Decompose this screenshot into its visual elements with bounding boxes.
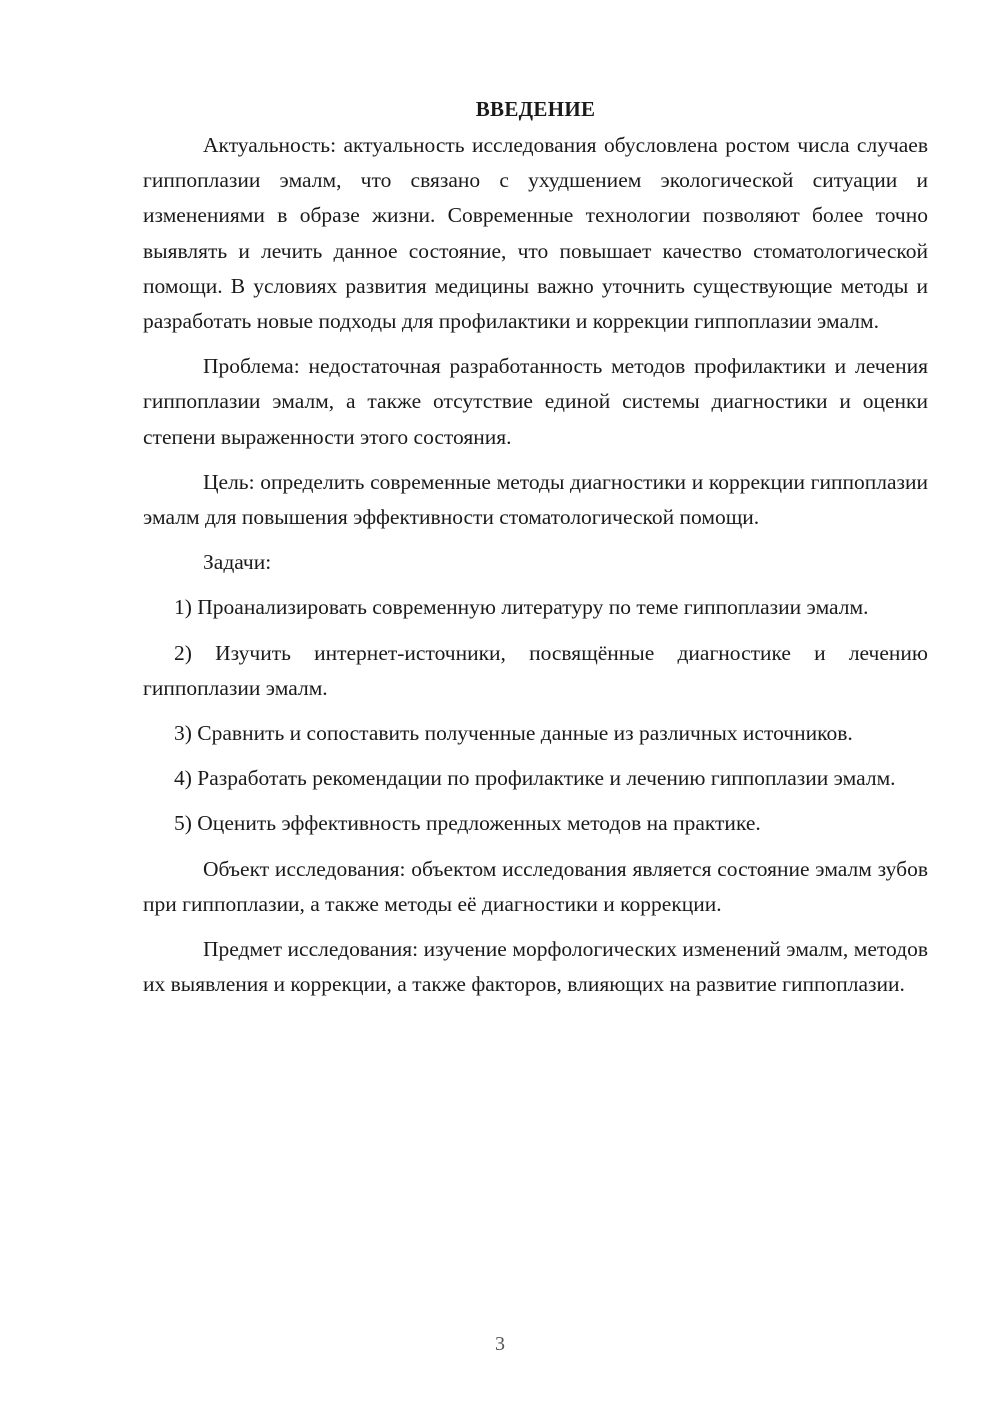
task-item-2: 2) Изучить интернет-источники, посвящённые диагностике и лечению гиппоплазии эмалм.	[143, 640, 928, 700]
paragraph-object: Объект исследования: объектом исследования является состояние эмалм зубов при гиппоплазии, а также методы её диагностики и коррекции.	[143, 856, 928, 916]
page-number: 3	[495, 1333, 505, 1355]
paragraph-goal: Цель: определить современные методы диагностики и коррекции гиппоплазии эмалм для повышения эффективности стоматологической помощи.	[143, 469, 928, 530]
task-item-3: 3) Сравнить и сопоставить полученные данные из различных источников.	[174, 721, 853, 746]
tasks-heading: Задачи:	[203, 550, 272, 575]
task-item-1: 1) Проанализировать современную литературу по теме гиппоплазии эмалм.	[174, 595, 869, 620]
paragraph-problem: Проблема: недостаточная разработанность методов профилактики и лечения гиппоплазии эмалм, а также отсутствие единой системы диагностики и оценки степени выраженности этого состояния.	[143, 354, 928, 449]
paragraph-subject: Предмет исследования: изучение морфологических изменений эмалм, методов их выявления и коррекции, а также факторов, влияющих на развитие гиппоплазии.	[143, 937, 928, 997]
task-item-4: 4) Разработать рекомендации по профилактике и лечению гиппоплазии эмалм.	[174, 766, 896, 791]
document-page	[143, 92, 928, 1012]
task-item-5: 5) Оценить эффективность предложенных методов на практике.	[174, 811, 761, 836]
section-title: ВВЕДЕНИЕ	[475, 97, 596, 121]
paragraph-relevance: Актуальность: актуальность исследования обусловлена ростом числа случаев гиппоплазии эмалм, что связано с ухудшением экологической ситуации и изменениями в образе жизни. Современные технологии позволяют более точно выявлять и лечить данное состояние, что повышает качество стоматологической помощи. В условиях развития медицины важно уточнить существующие методы и разработать новые подходы для профилактики и коррекции гиппоплазии эмалм.	[143, 133, 928, 334]
